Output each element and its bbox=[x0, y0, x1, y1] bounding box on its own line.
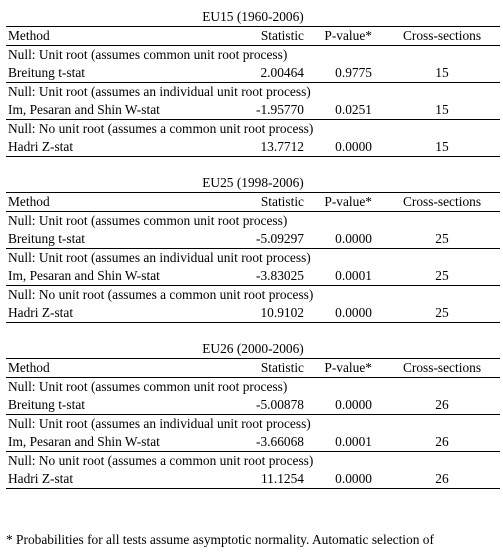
null-hypothesis: Null: No unit root (assumes a common unit root process) bbox=[8, 121, 314, 136]
null-hypothesis: Null: Unit root (assumes common unit root process) bbox=[8, 47, 288, 62]
table-row bbox=[6, 101, 500, 119]
null-hypothesis: Null: Unit root (assumes an individual unit root process) bbox=[8, 250, 311, 265]
statistic-cell: 13.7712 bbox=[260, 139, 304, 154]
pvalue-cell: 0.0001 bbox=[335, 268, 372, 283]
method-cell: Im, Pesaran and Shin W-stat bbox=[8, 434, 160, 449]
bottom-rule bbox=[6, 156, 500, 157]
method-cell: Hadri Z-stat bbox=[8, 139, 74, 154]
statistic-cell: 2.00464 bbox=[260, 65, 304, 80]
cross-sections-cell: 25 bbox=[435, 268, 449, 283]
statistic-cell: -3.66068 bbox=[256, 434, 304, 449]
null-hypothesis: Null: Unit root (assumes an individual unit root process) bbox=[8, 416, 311, 431]
method-cell: Im, Pesaran and Shin W-stat bbox=[8, 102, 160, 117]
header-method: Method bbox=[8, 360, 50, 375]
statistic-cell: -5.00878 bbox=[256, 397, 304, 412]
header-statistic: Statistic bbox=[260, 194, 304, 209]
table-caption: EU25 (1998-2006) bbox=[202, 175, 304, 190]
method-cell: Hadri Z-stat bbox=[8, 471, 74, 486]
table-row bbox=[6, 267, 500, 285]
table-row bbox=[6, 230, 500, 248]
header-cross-sections: Cross-sections bbox=[402, 28, 482, 43]
pvalue-cell: 0.0000 bbox=[335, 397, 372, 412]
statistic-cell: -1.95770 bbox=[256, 102, 304, 117]
table-eu15 bbox=[6, 8, 500, 157]
header-method: Method bbox=[8, 194, 50, 209]
table-row bbox=[6, 470, 500, 488]
header-pvalue: P-value* bbox=[324, 360, 372, 375]
table-row bbox=[6, 396, 500, 414]
header-row bbox=[6, 359, 500, 377]
statistic-cell: 10.9102 bbox=[260, 305, 304, 320]
null-hypothesis: Null: Unit root (assumes common unit root process) bbox=[8, 213, 288, 228]
null-hypothesis: Null: No unit root (assumes a common unit root process) bbox=[8, 453, 314, 468]
cross-sections-cell: 26 bbox=[435, 434, 449, 449]
pvalue-cell: 0.0000 bbox=[335, 471, 372, 486]
pvalue-cell: 0.0001 bbox=[335, 434, 372, 449]
table-row bbox=[6, 138, 500, 156]
footnote: * Probabilities for all tests assume asymptotic normality. Automatic selection of bbox=[6, 532, 434, 547]
table-eu26 bbox=[6, 340, 500, 489]
header-statistic: Statistic bbox=[260, 28, 304, 43]
header-statistic: Statistic bbox=[260, 360, 304, 375]
cross-sections-cell: 26 bbox=[435, 471, 449, 486]
null-hypothesis: Null: No unit root (assumes a common unit root process) bbox=[8, 287, 314, 302]
header-cross-sections: Cross-sections bbox=[402, 194, 482, 209]
null-hypothesis: Null: Unit root (assumes common unit root process) bbox=[8, 379, 288, 394]
pvalue-cell: 0.0251 bbox=[335, 102, 372, 117]
header-pvalue: P-value* bbox=[324, 194, 372, 209]
header-cross-sections: Cross-sections bbox=[402, 360, 482, 375]
header-method: Method bbox=[8, 28, 50, 43]
pvalue-cell: 0.0000 bbox=[335, 305, 372, 320]
method-cell: Im, Pesaran and Shin W-stat bbox=[8, 268, 160, 283]
pvalue-cell: 0.9775 bbox=[335, 65, 372, 80]
table-caption: EU15 (1960-2006) bbox=[202, 9, 304, 24]
table-row bbox=[6, 64, 500, 82]
header-row bbox=[6, 193, 500, 211]
table-row bbox=[6, 304, 500, 322]
bottom-rule bbox=[6, 488, 500, 489]
method-cell: Breitung t-stat bbox=[8, 397, 85, 412]
table-row bbox=[6, 433, 500, 451]
pvalue-cell: 0.0000 bbox=[335, 231, 372, 246]
bottom-rule bbox=[6, 322, 500, 323]
cross-sections-cell: 15 bbox=[435, 139, 449, 154]
method-cell: Breitung t-stat bbox=[8, 65, 85, 80]
table-eu25 bbox=[6, 174, 500, 323]
cross-sections-cell: 25 bbox=[435, 305, 449, 320]
statistic-cell: -3.83025 bbox=[256, 268, 304, 283]
statistic-cell: -5.09297 bbox=[256, 231, 304, 246]
cross-sections-cell: 15 bbox=[435, 102, 449, 117]
header-row bbox=[6, 27, 500, 45]
null-hypothesis: Null: Unit root (assumes an individual unit root process) bbox=[8, 84, 311, 99]
header-pvalue: P-value* bbox=[324, 28, 372, 43]
method-cell: Hadri Z-stat bbox=[8, 305, 74, 320]
cross-sections-cell: 15 bbox=[435, 65, 449, 80]
statistic-cell: 11.1254 bbox=[260, 471, 304, 486]
cross-sections-cell: 26 bbox=[435, 397, 449, 412]
document-page bbox=[6, 8, 500, 489]
pvalue-cell: 0.0000 bbox=[335, 139, 372, 154]
cross-sections-cell: 25 bbox=[435, 231, 449, 246]
table-caption: EU26 (2000-2006) bbox=[202, 341, 304, 356]
method-cell: Breitung t-stat bbox=[8, 231, 85, 246]
